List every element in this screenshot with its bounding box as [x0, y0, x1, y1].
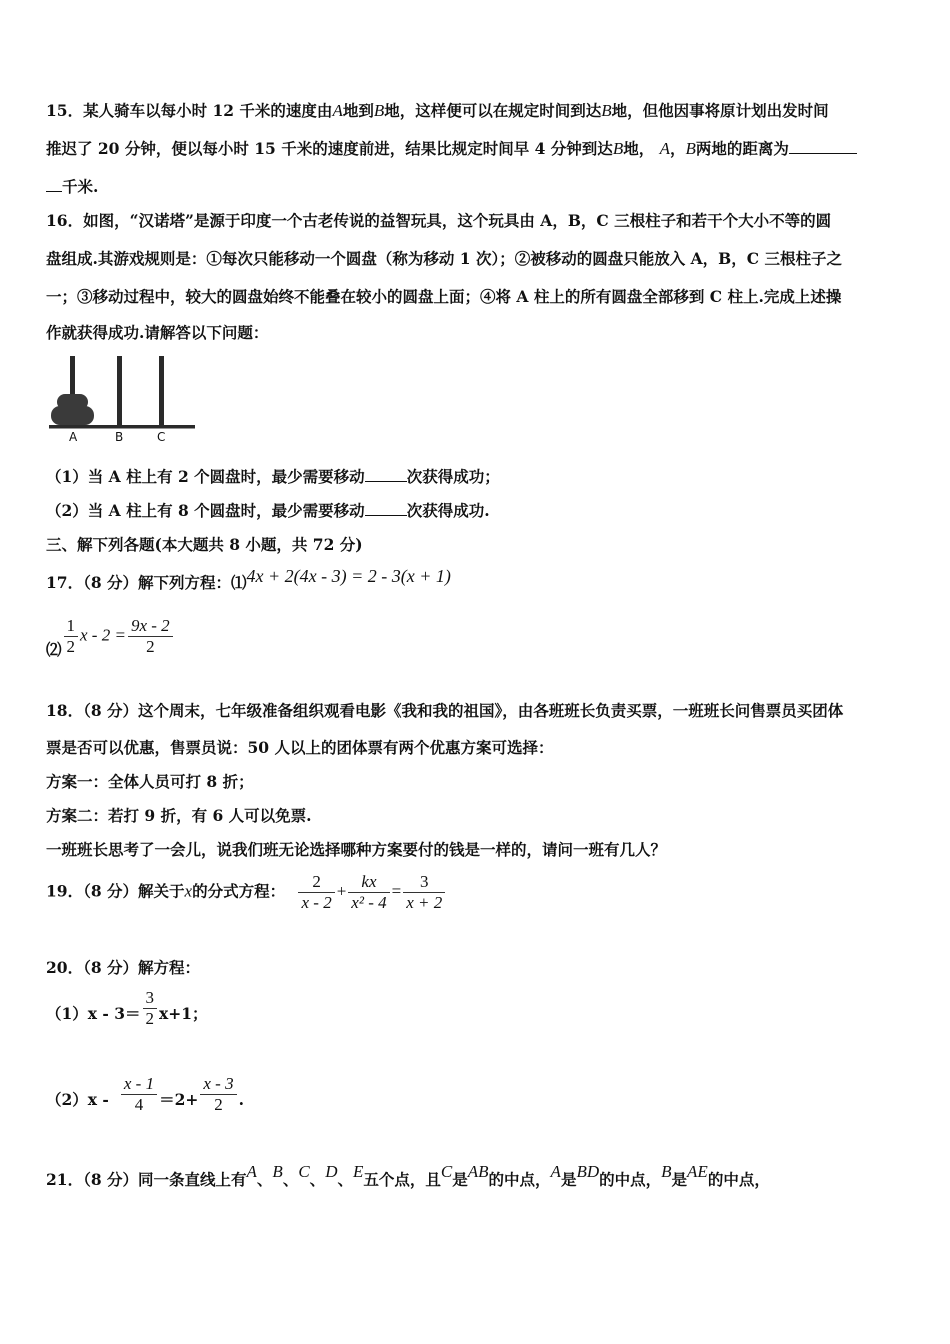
q21-line: 21．（8 分）同一条直线上有A、B、C、D、E五个点，且C是AB的中点，A是BD的中点，B是AE的中点，	[46, 1162, 770, 1189]
hanoi-peg-c	[159, 356, 164, 428]
q17-frac-right: $\frac{9x - 2}{2}$	[128, 616, 173, 657]
q20-sub2: （2）x - $\frac{x - 1}{4}$ ＝2+ $\frac{x - 3}{2}$ .	[46, 1074, 244, 1114]
answer-blank	[46, 177, 62, 192]
q18-line2: 票是否可以优惠，售票员说：50 人以上的团体票有两个优惠方案可选择：	[46, 738, 554, 757]
q20-sub1: （1）x - 3＝ $\frac{3}{2}$ x+1；	[46, 988, 208, 1028]
q16-sub1: （1）当 A 柱上有 2 个圆盘时，最少需要移动 次获得成功；	[46, 467, 500, 486]
hanoi-disk-small	[57, 394, 88, 410]
q19-line: 19．（8 分）解关于x的分式方程： $\frac{2}{x - 2}$ + $\frac{kx}{\text{x² - 4}}$ = $\frac{3}{x + 2}$	[46, 872, 447, 913]
var-B: B	[373, 101, 385, 120]
q18-line1: 18．（8 分）这个周末，七年级准备组织观看电影《我和我的祖国》，由各班班长负责买票，一班班长问售票员买团体	[46, 701, 844, 720]
answer-blank	[365, 467, 407, 482]
q19-frac-1: $\frac{2}{x - 2}$	[298, 872, 334, 913]
q17-line2: ⑵ $\frac{1}{2}$ x - 2 = $\frac{9x - 2}{2}$	[46, 616, 175, 657]
q20-frac-x3-2: $\frac{x - 3}{2}$	[200, 1074, 236, 1115]
q16-line3: 一；③移动过程中，较大的圆盘始终不能叠在较小的圆盘上面；④将 A 柱上的所有圆盘全部移到 C 柱上.完成上述操	[46, 287, 842, 306]
hanoi-figure	[46, 354, 198, 444]
q18-line4: 方案二：若打 9 折，有 6 人可以免票.	[46, 806, 312, 825]
q17-line1: 17．（8 分）解下列方程：⑴4x + 2(4x - 3) = 2 - 3(x + 1)	[46, 566, 451, 592]
q19-frac-3: $\frac{3}{x + 2}$	[403, 872, 445, 913]
q17-equation-1: 4x + 2(4x - 3) = 2 - 3(x + 1)	[246, 566, 451, 586]
var-B: B	[685, 139, 696, 158]
answer-blank	[789, 139, 857, 154]
hanoi-label-b: B	[115, 430, 124, 444]
q15-line2: 推迟了 20 分钟，便以每小时 15 千米的速度前进，结果比规定时间早 4 分钟到达B地， A，B两地的距离为	[46, 139, 857, 159]
var-A: A	[332, 101, 343, 120]
var-A: A	[659, 139, 671, 158]
q18-line5: 一班班长思考了一会儿，说我们班无论选择哪种方案要付的钱是一样的，请问一班有几人？	[46, 840, 667, 859]
var-B: B	[612, 139, 624, 158]
q16-line4: 作就获得成功.请解答以下问题：	[46, 323, 269, 342]
q20-label: 20．（8 分）解方程：	[46, 958, 201, 977]
q18-line3: 方案一：全体人员可打 8 折；	[46, 772, 254, 791]
hanoi-peg-b	[117, 356, 122, 428]
hanoi-label-a: A	[69, 430, 78, 444]
hanoi-base	[49, 425, 195, 429]
q16-line2: 盘组成.其游戏规则是：①每次只能移动一个圆盘（称为移动 1 次）；②被移动的圆盘只能放入 A，B，C 三根柱子之	[46, 249, 842, 268]
q20-frac-x1-4: $\frac{x - 1}{4}$	[121, 1074, 157, 1115]
q17-frac-half: $\frac{1}{2}$	[64, 616, 79, 657]
q19-frac-2: $\frac{kx}{\text{x² - 4}}$	[348, 872, 389, 913]
q15-line1: 15．某人骑车以每小时 12 千米的速度由A地到B地，这样便可以在规定时间到达B地，但他因事将原计划出发时间	[46, 101, 829, 120]
q20-frac-3-2: $\frac{3}{2}$	[143, 988, 158, 1029]
q16-sub2: （2）当 A 柱上有 8 个圆盘时，最少需要移动 次获得成功.	[46, 501, 490, 520]
q15-line3: 千米.	[46, 177, 98, 197]
q16-line1: 16．如图，“汉诺塔”是源于印度一个古老传说的益智玩具，这个玩具由 A，B，C 三根柱子和若干个大小不等的圆	[46, 211, 832, 230]
section-heading: 三、解下列各题(本大题共 8 小题，共 72 分)	[46, 535, 363, 554]
var-B: B	[601, 101, 612, 120]
answer-blank	[365, 501, 407, 516]
hanoi-label-c: C	[157, 430, 166, 444]
